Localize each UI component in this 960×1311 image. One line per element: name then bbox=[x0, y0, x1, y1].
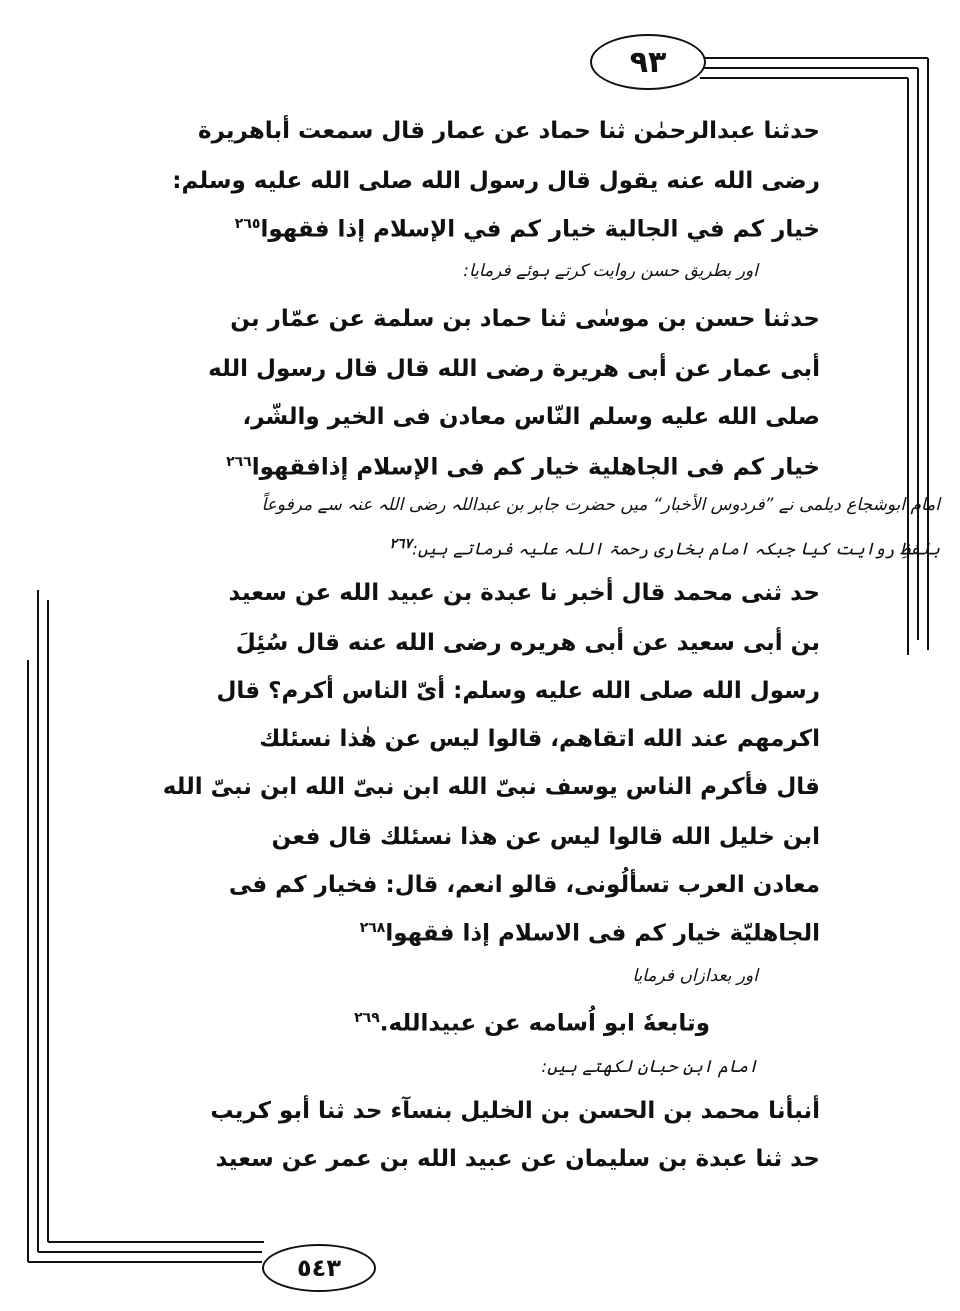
arabic-hadith-line bbox=[216, 678, 820, 704]
line-text: أبى عمار عن أبى هريرة رضى الله قال قال رسول الله bbox=[208, 356, 820, 382]
line-text: معادن العرب تسألُونى، قالو انعم، قال: فخيار كم فى bbox=[228, 872, 820, 898]
line-text: حدثنا عبدالرحمٰن ثنا حماد عن عمار قال سمعت أباهريرة bbox=[198, 118, 820, 144]
arabic-hadith-line bbox=[235, 216, 820, 243]
arabic-hadith-line bbox=[354, 1010, 710, 1037]
urdu-commentary-line bbox=[541, 1056, 758, 1077]
arabic-hadith-line bbox=[230, 306, 820, 332]
line-text: رسول الله صلى الله عليه وسلم: أىّ الناس أكرم؟ قال bbox=[216, 678, 820, 704]
arabic-hadith-line bbox=[229, 872, 820, 898]
arabic-hadith-line bbox=[210, 1098, 820, 1124]
line-text: حد ثنى محمد قال أخبر نا عبدة بن عبيد الله عن سعيد bbox=[228, 580, 820, 606]
urdu-commentary-line bbox=[463, 260, 758, 281]
line-text: حدثنا حسن بن موسٰى ثنا حماد بن سلمة عن عمّار بن bbox=[230, 306, 820, 332]
line-text: امام ابن حبان لکھتے ہیں: bbox=[541, 1057, 758, 1077]
line-text: خيار كم في الجالية خيار كم في الإسلام إذا فقهوا bbox=[260, 216, 820, 243]
arabic-hadith-line bbox=[163, 774, 820, 800]
line-text: خيار كم فى الجاهلية خيار كم فى الإسلام إذافقهوا bbox=[251, 454, 820, 481]
line-text: صلى الله عليه وسلم النّاس معادن فى الخير والشّر، bbox=[242, 404, 820, 430]
arabic-hadith-line bbox=[236, 630, 820, 656]
arabic-hadith-line bbox=[242, 404, 820, 430]
arabic-hadith-line bbox=[216, 1146, 820, 1172]
line-text: بن أبى سعيد عن أبى هريره رضى الله عنه قال سُئِلَ bbox=[235, 630, 820, 656]
footnote-marker: ٢٦٧ bbox=[389, 536, 413, 552]
line-text: رضی الله عنه يقول قال رسول الله صلى الله عليه وسلم: bbox=[172, 168, 820, 194]
footnote-marker: ٢٦٦ bbox=[226, 454, 252, 470]
line-text: اكرمهم عند الله اتقاهم، قالوا ليس عن هٰذا نسئلك bbox=[259, 726, 820, 752]
arabic-hadith-line bbox=[272, 824, 820, 850]
line-text: وتابعهٗ ابو اُسامه عن عبيدالله. bbox=[379, 1010, 710, 1037]
line-text: اور بعدازاں فرمایا bbox=[632, 966, 758, 986]
footnote-marker: ٢٦٨ bbox=[359, 920, 386, 936]
arabic-hadith-line bbox=[360, 920, 820, 947]
page-number-badge: ٩٣ bbox=[590, 34, 706, 90]
arabic-hadith-line bbox=[198, 118, 820, 144]
arabic-hadith-line bbox=[229, 580, 820, 606]
arabic-hadith-line bbox=[259, 726, 820, 752]
arabic-hadith-line bbox=[226, 454, 820, 481]
footer-number-badge: ٥٤٣ bbox=[262, 1244, 376, 1292]
footnote-marker: ٢٦٥ bbox=[234, 216, 261, 232]
line-text: حد ثنا عبدة بن سليمان عن عبيد الله بن عمر عن سعيد bbox=[215, 1146, 820, 1172]
line-text: ابن خليل الله قالوا ليس عن هذا نسئلك قال فعن bbox=[271, 824, 820, 850]
line-text: أنبأنا محمد بن الحسن بن الخليل بنسآء حد ثنا أبو كريب bbox=[210, 1098, 820, 1124]
urdu-commentary-line bbox=[261, 494, 940, 515]
urdu-commentary-line bbox=[632, 966, 758, 986]
arabic-hadith-line bbox=[172, 168, 820, 194]
line-text: بلفظِ روایت کیا جبکہ امام بخاری رحمۃ اللہ علیہ فرماتے ہیں: bbox=[412, 539, 940, 560]
footnote-marker: ٢٦٩ bbox=[354, 1010, 380, 1026]
urdu-commentary-line bbox=[390, 536, 941, 560]
line-text: اور بطریق حسن روایت کرتے ہوئے فرمایا: bbox=[463, 261, 758, 281]
line-text: قال فأكرم الناس يوسف نبىّ الله ابن نبىّ الله ابن نبىّ الله bbox=[162, 774, 820, 800]
line-text: الجاهليّة خيار كم فى الاسلام إذا فقهوا bbox=[385, 920, 820, 947]
line-text: امام ابوشجاع دیلمی نے ”فردوس الأخبار“ میں حضرت جابر بن عبداللہ رضی اللہ عنہ سے مرفوعاً bbox=[261, 495, 940, 515]
arabic-hadith-line bbox=[208, 356, 820, 382]
